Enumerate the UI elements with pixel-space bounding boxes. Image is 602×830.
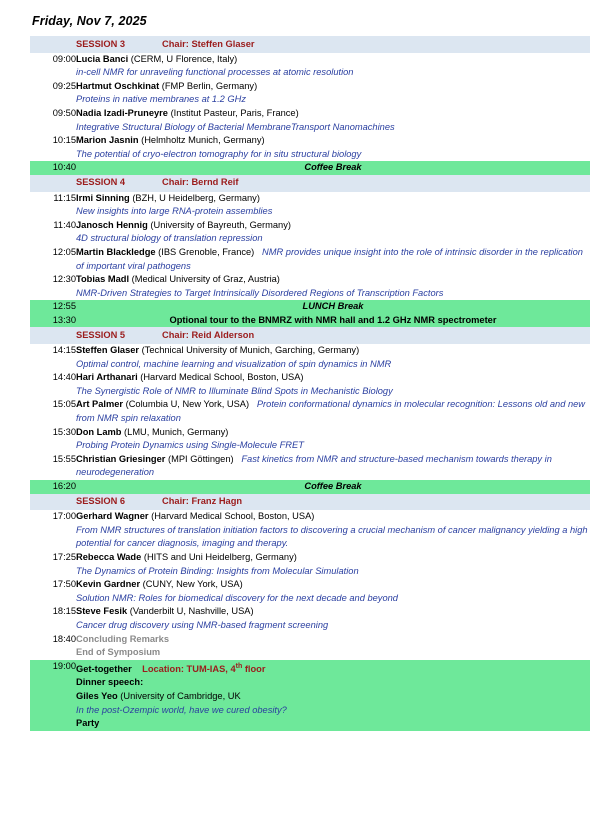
row-content: [76, 161, 590, 175]
speaker-affiliation: (Institut Pasteur, Paris, France): [170, 107, 299, 118]
speaker-affiliation: (HITS and Uni Heidelberg, Germany): [143, 551, 297, 562]
row-time: 18:15: [30, 605, 76, 632]
talk-title: Probing Protein Dynamics using Single-Molecule FRET: [76, 440, 304, 451]
speaker-name: Gerhard Wagner: [76, 511, 149, 522]
row-time: 19:00: [30, 660, 76, 677]
row-time: 10:40: [30, 161, 76, 175]
row-time: 09:25: [30, 80, 76, 107]
row-time: [30, 704, 76, 718]
row-content: [76, 36, 590, 53]
row-time: 17:50: [30, 578, 76, 605]
speaker-name: Art Palmer: [76, 399, 124, 410]
table-row: [30, 676, 590, 690]
row-content: [76, 192, 590, 219]
speaker-name: Christian Griesinger: [76, 453, 166, 464]
table-row: [30, 660, 590, 677]
row-content: [76, 107, 590, 134]
row-time: 12:55: [30, 300, 76, 314]
row-time: [30, 36, 76, 53]
location-ordinal: th: [235, 662, 243, 670]
row-content: [76, 246, 590, 273]
table-row: [30, 398, 590, 425]
concluding-remarks-label: Concluding Remarks: [76, 633, 169, 644]
talk-title: New insights into large RNA-protein assemblies: [76, 206, 273, 217]
talk-title: Solution NMR: Roles for biomedical discovery for the next decade and beyond: [76, 592, 398, 603]
row-content: [76, 219, 590, 246]
speaker-affiliation: (CUNY, New York, USA): [142, 579, 243, 590]
speaker-affiliation: (Harvard Medical School, Boston, USA): [140, 372, 304, 383]
row-content: [76, 398, 590, 425]
location-prefix: Location: TUM-IAS, 4: [142, 663, 236, 674]
speaker-affiliation: (Technical University of Munich, Garching, Germany): [141, 345, 360, 356]
break-label: Coffee Break: [304, 162, 362, 173]
session-chair: Chair: Steffen Glaser: [162, 38, 255, 49]
row-time: [30, 494, 76, 511]
row-content: [76, 344, 590, 371]
speaker-name: Don Lamb: [76, 426, 122, 437]
session-label: SESSION 6: [76, 496, 126, 507]
table-row: [30, 633, 590, 647]
get-together-label: Get-together: [76, 663, 132, 674]
talk-title: Fast kinetics from NMR and structure-based mechanism towards therapy in neurodegeneration: [76, 453, 552, 478]
speaker-affiliation: (MPI Göttingen): [167, 453, 234, 464]
row-content: [76, 134, 590, 161]
row-content: [76, 494, 590, 511]
page-title: Friday, Nov 7, 2025: [32, 14, 147, 28]
row-time: 14:40: [30, 371, 76, 398]
table-row: [30, 371, 590, 398]
row-time: 15:05: [30, 398, 76, 425]
session-label: SESSION 3: [76, 38, 126, 49]
talk-title: 4D structural biology of translation repression: [76, 233, 263, 244]
row-time: 16:20: [30, 480, 76, 494]
talk-title: in-cell NMR for unraveling functional processes at atomic resolution: [76, 67, 354, 78]
table-row: [30, 300, 590, 314]
row-content: [76, 453, 590, 480]
row-time: 18:40: [30, 633, 76, 647]
party-label: Party: [76, 718, 100, 729]
table-row: [30, 219, 590, 246]
row-content: [76, 690, 590, 704]
row-time: 13:30: [30, 314, 76, 328]
table-row: [30, 36, 590, 53]
talk-title: Optimal control, machine learning and visualization of spin dynamics in NMR: [76, 358, 392, 369]
table-row: [30, 551, 590, 578]
speaker-affiliation: (Medical University of Graz, Austria): [131, 274, 280, 285]
table-row: [30, 480, 590, 494]
dinner-talk-title: In the post-Ozempic world, have we cured obesity?: [76, 704, 287, 715]
row-content: [76, 717, 590, 731]
speaker-name: Hari Arthanari: [76, 372, 138, 383]
row-time: [30, 175, 76, 192]
table-row: [30, 344, 590, 371]
row-content: [76, 660, 590, 677]
table-row: [30, 161, 590, 175]
speaker-name: Steve Fesik: [76, 606, 128, 617]
talk-title: Proteins in native membranes at 1.2 GHz: [76, 94, 247, 105]
row-content: [76, 314, 590, 328]
table-row: [30, 192, 590, 219]
talk-title: NMR provides unique insight into the role of intrinsic disorder in the replication of important viral pathogens: [76, 246, 583, 271]
speaker-name: Giles Yeo: [76, 691, 118, 701]
row-content: [76, 300, 590, 314]
schedule-table: [30, 36, 590, 731]
row-content: [76, 327, 590, 344]
dinner-speech-label: Dinner speech:: [76, 677, 144, 688]
speaker-affiliation: (University of Cambridge, UK: [120, 691, 241, 701]
session-chair: Chair: Reid Alderson: [162, 329, 255, 340]
talk-title: Protein conformational dynamics in molecular recognition: Lessons old and new from NMR spin relaxation: [76, 399, 586, 424]
table-row: [30, 605, 590, 632]
row-time: [30, 646, 76, 660]
row-time: 17:25: [30, 551, 76, 578]
session-chair: Chair: Franz Hagn: [162, 496, 243, 507]
row-content: [76, 175, 590, 192]
row-time: 14:15: [30, 344, 76, 371]
row-content: [76, 371, 590, 398]
row-content: [76, 426, 590, 453]
speaker-name: Marion Jasnin: [76, 135, 139, 146]
table-row: [30, 107, 590, 134]
speaker-name: Irmi Sinning: [76, 192, 130, 203]
talk-title: The potential of cryo-electron tomography for in situ structural biology: [76, 148, 362, 159]
table-row: [30, 80, 590, 107]
row-content: [76, 53, 590, 80]
table-row: [30, 704, 590, 718]
talk-title: Cancer drug discovery using NMR-based fragment screening: [76, 619, 329, 630]
table-row: [30, 134, 590, 161]
speaker-affiliation: (BZH, U Heidelberg, Germany): [132, 192, 260, 203]
row-time: 10:15: [30, 134, 76, 161]
table-row: [30, 453, 590, 480]
speaker-affiliation: (CERM, U Florence, Italy): [130, 53, 238, 64]
speaker-name: Kevin Gardner: [76, 579, 141, 590]
table-row: [30, 273, 590, 300]
row-time: 09:50: [30, 107, 76, 134]
row-content: [76, 605, 590, 632]
speaker-name: Janosch Hennig: [76, 219, 148, 230]
table-row: [30, 494, 590, 511]
end-of-symposium-label: End of Symposium: [76, 647, 161, 658]
table-row: [30, 175, 590, 192]
table-row: [30, 690, 590, 704]
row-content: [76, 480, 590, 494]
speaker-affiliation: (Helmholtz Munich, Germany): [141, 135, 265, 146]
row-content: [76, 633, 590, 647]
table-row: [30, 327, 590, 344]
row-time: [30, 327, 76, 344]
row-time: 12:30: [30, 273, 76, 300]
schedule-body: [30, 36, 590, 731]
speaker-affiliation: (University of Bayreuth, Germany): [150, 219, 291, 230]
row-time: [30, 676, 76, 690]
row-time: 09:00: [30, 53, 76, 80]
row-time: 11:40: [30, 219, 76, 246]
speaker-affiliation: (IBS Grenoble, France): [158, 246, 255, 257]
speaker-name: Nadia Izadi-Pruneyre: [76, 107, 168, 118]
row-content: [76, 704, 590, 718]
talk-title: The Synergistic Role of NMR to Illuminate Blind Spots in Mechanistic Biology: [76, 385, 393, 396]
tour-label: Optional tour to the BNMRZ with NMR hall and 1.2 GHz NMR spectrometer: [169, 314, 497, 325]
row-content: [76, 273, 590, 300]
row-time: 12:05: [30, 246, 76, 273]
speaker-name: Steffen Glaser: [76, 345, 140, 356]
location-text: [142, 664, 265, 674]
row-time: [30, 690, 76, 704]
row-content: [76, 646, 590, 660]
row-content: [76, 676, 590, 690]
speaker-name: Rebecca Wade: [76, 551, 142, 562]
speaker-name: Hartmut Oschkinat: [76, 80, 160, 91]
break-label: Coffee Break: [304, 481, 362, 491]
table-row: [30, 426, 590, 453]
break-label: LUNCH Break: [302, 301, 364, 312]
speaker-name: Lucia Banci: [76, 53, 129, 64]
speaker-affiliation: (Harvard Medical School, Boston, USA): [151, 511, 315, 522]
speaker-affiliation: (Columbia U, New York, USA): [125, 399, 250, 410]
row-content: [76, 578, 590, 605]
table-row: [30, 646, 590, 660]
talk-title: From NMR structures of translation initiation factors to discovering a crucial mechanism of cancer malignancy yielding a high potential for cancer diagnosis, imaging and therapy.: [76, 524, 588, 549]
talk-title: Integrative Structural Biology of Bacterial MembraneTransport Nanomachines: [76, 121, 395, 132]
talk-title: The Dynamics of Protein Binding: Insights from Molecular Simulation: [76, 565, 359, 576]
speaker-name: Tobias Madl: [76, 274, 130, 285]
table-row: [30, 510, 590, 551]
row-time: 17:00: [30, 510, 76, 551]
speaker-affiliation: (LMU, Munich, Germany): [124, 426, 229, 437]
row-time: [30, 717, 76, 731]
talk-title: NMR-Driven Strategies to Target Intrinsically Disordered Regions of Transcription Factors: [76, 287, 444, 298]
table-row: [30, 314, 590, 328]
table-row: [30, 578, 590, 605]
row-time: 11:15: [30, 192, 76, 219]
table-row: [30, 717, 590, 731]
row-time: 15:55: [30, 453, 76, 480]
session-label: SESSION 5: [76, 329, 126, 340]
row-content: [76, 80, 590, 107]
table-row: [30, 53, 590, 80]
location-suffix: floor: [242, 663, 266, 674]
row-content: [76, 551, 590, 578]
speaker-name: Martin Blackledge: [76, 246, 156, 257]
speaker-affiliation: (FMP Berlin, Germany): [161, 80, 258, 91]
session-chair: Chair: Bernd Reif: [162, 177, 239, 188]
row-content: [76, 510, 590, 551]
row-time: 15:30: [30, 426, 76, 453]
table-row: [30, 246, 590, 273]
speaker-affiliation: (Vanderbilt U, Nashville, USA): [129, 606, 254, 617]
session-label: SESSION 4: [76, 177, 126, 188]
